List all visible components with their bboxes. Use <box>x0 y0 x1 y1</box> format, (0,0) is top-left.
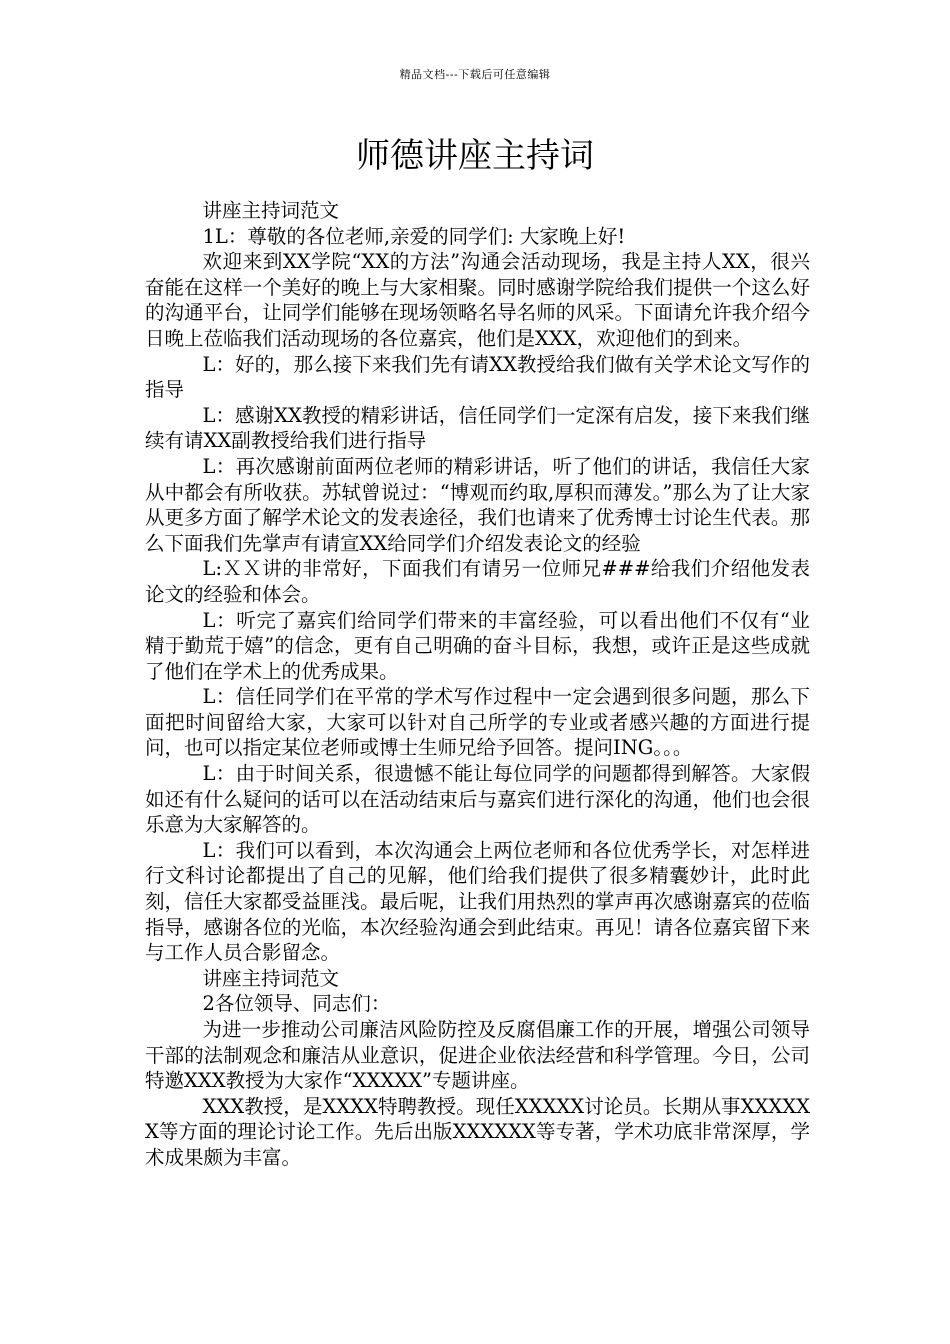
paragraph: 为进一步推动公司廉洁风险防控及反腐倡廉工作的开展，增强公司领导干部的法制观念和廉洁从业意识，促进企业依法经营和科学管理。今日，公司特邀XXX教授为大家作“XXXXX”专题讲座。 <box>145 1018 810 1093</box>
paragraph: L：感谢XX教授的精彩讲话，信任同学们一定深有启发，接下来我们继续有请XX副教授给我们进行指导 <box>145 403 810 453</box>
paragraph: L：我们可以看到，本次沟通会上两位老师和各位优秀学长，对怎样进行文科讨论都提出了自己的见解，他们给我们提供了很多精囊妙计，此时此刻，信任大家都受益匪浅。最后呢，让我们用热烈的掌声再次感谢嘉宾的莅临指导，感谢各位的光临，本次经验沟通会到此结束。再见！请各位嘉宾留下来与工作人员合影留念。 <box>145 838 810 965</box>
paragraph: L:ＸＸ讲的非常好，下面我们有请另一位师兄###给我们介绍他发表论文的经验和体会。 <box>145 557 810 606</box>
paragraph: 欢迎来到XX学院“XX的方法”沟通会活动现场，我是主持人XX，很兴奋能在这样一个美好的晚上与大家相聚。同时感谢学院给我们提供一个这么好的沟通平台，让同学们能够在现场领略名导名师的风采。下面请允许我介绍今日晚上莅临我们活动现场的各位嘉宾，他们是XXX，欢迎他们的到来。 <box>145 250 810 350</box>
header-note: 精品文档---下载后可任意编辑 <box>399 68 551 81</box>
paragraph: XXX教授，是XXXX特聘教授。现任XXXXX讨论员。长期从事XXXXXX等方面的理论讨论工作。先后出版XXXXXX等专著，学术功底非常深厚，学术成果颇为丰富。 <box>145 1094 810 1169</box>
document-title: 师德讲座主持词 <box>356 136 594 176</box>
paragraph: 2各位领导、同志们： <box>202 992 391 1016</box>
document-body <box>145 198 810 1171</box>
paragraph: L：好的，那么接下来我们先有请XX教授给我们做有关学术论文写作的指导 <box>145 352 810 402</box>
paragraph: L：由于时间关系，很遗憾不能让每位同学的问题都得到解答。大家假如还有什么疑问的话可以在活动结束后与嘉宾们进行深化的沟通，他们也会很乐意为大家解答的。 <box>145 762 810 837</box>
paragraph: L：听完了嘉宾们给同学们带来的丰富经验，可以看出他们不仅有“业精于勤荒于嬉”的信念，更有自己明确的奋斗目标，我想，或许正是这些成就了他们在学术上的优秀成果。 <box>145 608 810 683</box>
paragraph: L：再次感谢前面两位老师的精彩讲话，听了他们的讲话，我信任大家从中都会有所收获。苏轼曾说过：“博观而约取,厚积而薄发。”那么为了让大家从更多方面了解学术论文的发表途径，我们也请来了优秀博士讨论生代表。那么下面我们先掌声有请宣XX给同学们介绍发表论文的经验 <box>145 454 810 555</box>
paragraph: 讲座主持词范文 <box>202 966 340 990</box>
paragraph: L：信任同学们在平常的学术写作过程中一定会遇到很多问题，那么下面把时间留给大家，大家可以针对自己所学的专业或者感兴趣的方面进行提问，也可以指定某位老师或博士生师兄给予回答。提问ING。。。 <box>145 685 810 760</box>
paragraph: 讲座主持词范文 <box>202 199 340 222</box>
paragraph: 1L：尊敬的各位老师,亲爱的同学们: 大家晚上好! <box>202 224 626 248</box>
